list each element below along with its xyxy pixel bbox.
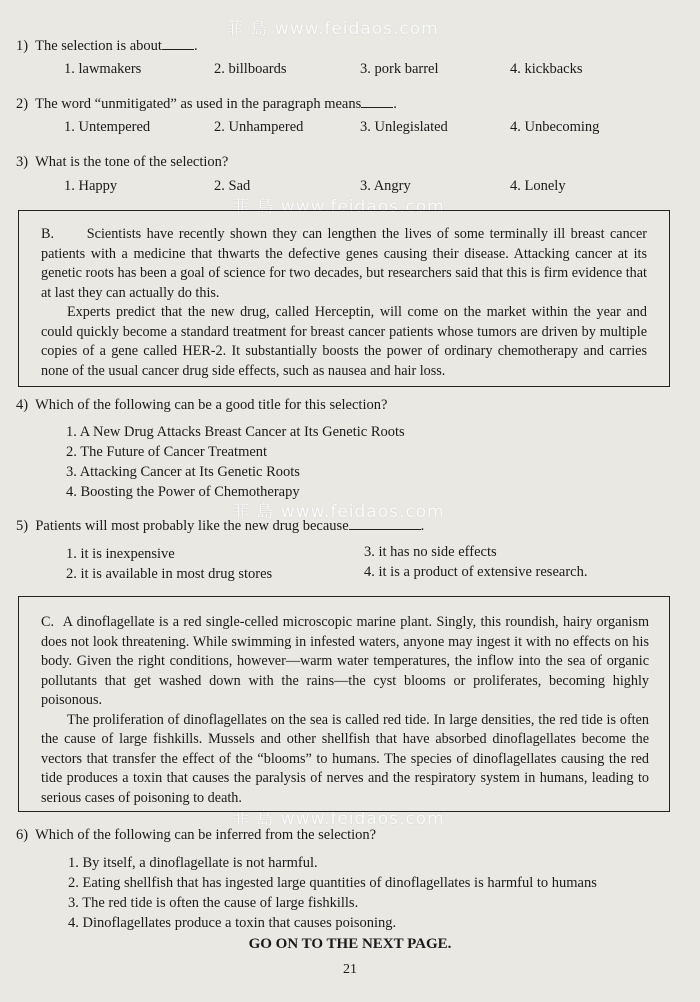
passage-paragraph: Experts predict that the new drug, called Herceptin, will come on the market within the year and could quickly become a standard treatment for breast cancer patients whose tumors are driven by multiple copies of a gene called HER-2. It substantially boosts the power of ordinary chemotherapy and carries none of the usual cancer drug side effects, such as nausea and hair loss. <box>41 304 647 379</box>
question-1-options <box>64 61 582 78</box>
option: 4. Boosting the Power of Chemotherapy <box>66 484 300 500</box>
question-text: Which of the following can be a good title for this selection? <box>35 397 388 413</box>
option: 1. By itself, a dinoflagellate is not harmful. <box>68 855 318 871</box>
page-number: 21 <box>343 962 357 977</box>
question-text: The selection is about <box>35 38 162 54</box>
option: 3. it has no side effects <box>364 544 497 560</box>
option: 2. Sad <box>214 178 251 194</box>
option: 2. it is available in most drug stores <box>66 566 273 582</box>
option: 4. kickbacks <box>510 61 583 77</box>
option: 2. Eating shellfish that has ingested large quantities of dinoflagellates is harmful to humans <box>68 875 597 891</box>
footer-instruction: GO ON TO THE NEXT PAGE. <box>248 936 452 952</box>
passage-paragraph: The proliferation of dinoflagellates on the sea is called red tide. In large densities, the red tide is often the cause of large fishkills. Mussels and other shellfish that have absorbed dinoflagellates become the vectors that transfer the effect of the “blooms” to humans. The species of dinoflagellates causing the red tide produces a toxin that causes the paralysis of nerves and the respiratory system in humans, leading to serious cases of poisoning to death. <box>41 711 649 806</box>
option: 3. pork barrel <box>360 61 439 77</box>
question-3: 3) What is the tone of the selection? <box>16 154 229 170</box>
passage-c <box>41 613 649 808</box>
question-text: Which of the following can be inferred from the selection? <box>35 827 377 843</box>
option: 4. Dinoflagellates produce a toxin that causes poisoning. <box>68 915 397 931</box>
passage-label: C. <box>41 614 55 630</box>
question-6-options <box>68 853 597 933</box>
option: 3. The red tide is often the cause of large fishkills. <box>68 895 359 911</box>
option: 3. Attacking Cancer at Its Genetic Roots <box>66 464 300 480</box>
option: 2. Unhampered <box>214 119 304 135</box>
question-text: The word “unmitigated” as used in the paragraph means <box>35 96 362 112</box>
question-4: 4) Which of the following can be a good title for this selection? <box>16 397 388 413</box>
question-text: Patients will most probably like the new drug because <box>35 518 349 534</box>
option: 1. it is inexpensive <box>66 546 175 562</box>
option: 2. billboards <box>214 61 287 77</box>
watermark: 菲 島 www.feidaos.com <box>232 809 445 829</box>
passage-b-box <box>18 210 670 387</box>
option: 1. Happy <box>64 178 118 194</box>
option: 1. lawmakers <box>64 61 142 77</box>
option: 4. Lonely <box>510 178 566 194</box>
option: 4. it is a product of extensive research. <box>364 564 588 580</box>
option: 3. Unlegislated <box>360 119 448 135</box>
question-2-options <box>64 119 599 136</box>
passage-paragraph: Scientists have recently shown they can lengthen the lives of some terminally ill breast cancer patients with a medicine that thwarts the defective genes causing their disease. Attacking cancer at its genetic roots has been a goal of science for two decades, but researchers said that this is firm evidence that at last they can actually do this. <box>41 226 648 301</box>
question-3-options <box>64 178 566 195</box>
option: 3. Angry <box>360 178 411 194</box>
option: 1. Untempered <box>64 119 151 135</box>
option: 4. Unbecoming <box>510 119 600 135</box>
watermark: 菲 島 www.feidaos.com <box>232 502 445 522</box>
question-6: 6) Which of the following can be inferred from the selection? <box>16 827 377 843</box>
watermark: 菲 島 www.feidaos.com <box>232 197 445 217</box>
question-1: 1) The selection is about . <box>16 38 198 54</box>
option: 1. A New Drug Attacks Breast Cancer at Its Genetic Roots <box>66 424 405 440</box>
question-5-options-left <box>66 544 272 584</box>
answer-blank <box>349 517 421 530</box>
question-2: 2) The word “unmitigated” as used in the paragraph means . <box>16 96 397 112</box>
answer-blank <box>361 95 393 108</box>
option: 2. The Future of Cancer Treatment <box>66 444 268 460</box>
passage-c-box <box>18 596 670 812</box>
question-4-options <box>66 422 405 502</box>
question-5: 5) Patients will most probably like the new drug because . <box>16 518 425 534</box>
passage-b <box>41 225 647 381</box>
watermark: 菲 島 www.feidaos.com <box>226 19 439 39</box>
answer-blank <box>162 37 194 50</box>
passage-label: B. <box>41 226 55 242</box>
passage-paragraph: A dinoflagellate is a red single-celled microscopic marine plant. Singly, this roundish, hairy organism does not look threatening. While swimming in infested waters, anyone may ingest it with no effects on his body. Given the right conditions, however—warm water temperatures, the inflow into the sea of organic pollutants that get washed down with the rains—the cyst blooms or proliferates, becoming highly poisonous. <box>41 614 649 708</box>
question-5-options-right <box>364 542 587 582</box>
question-text: What is the tone of the selection? <box>35 154 229 170</box>
